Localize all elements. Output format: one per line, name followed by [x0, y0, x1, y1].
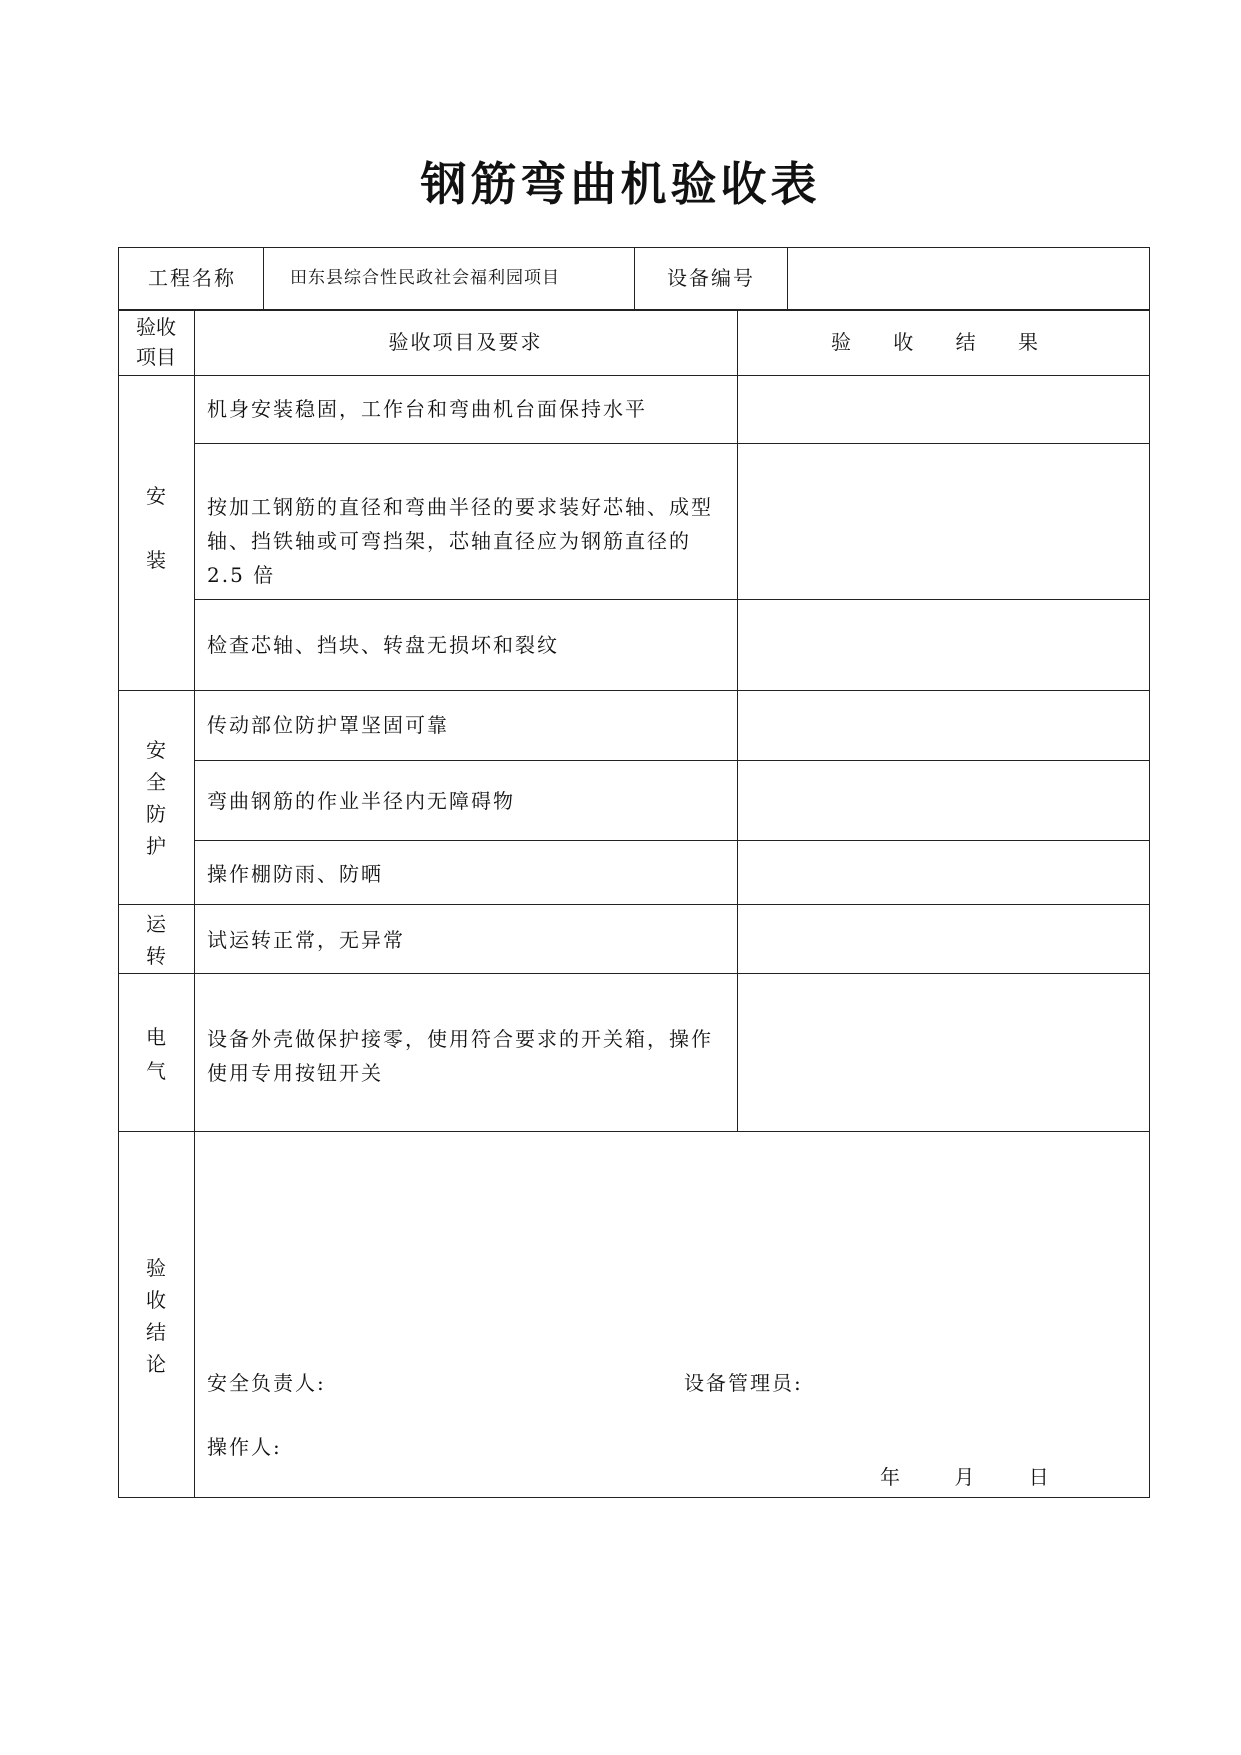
requirement-row: 操作棚防雨、防晒 — [207, 862, 383, 886]
section-conclusion-label: 验 收 结 论 — [146, 1256, 166, 1376]
section-install-label: 安 装 — [146, 484, 166, 572]
document-title: 钢筋弯曲机验收表 — [420, 157, 821, 211]
section-safety-label: 安 全 防 护 — [146, 738, 166, 858]
requirement-row: 弯曲钢筋的作业半径内无障碍物 — [207, 789, 515, 813]
device-number-value[interactable] — [800, 262, 1130, 294]
requirement-row: 检查芯轴、挡块、转盘无损坏和裂纹 — [207, 633, 559, 657]
equipment-manager-label: 设备管理员: — [684, 1371, 803, 1395]
requirement-row: 传动部位防护罩坚固可靠 — [207, 713, 449, 737]
project-name-value: 田东县综合性民政社会福利园项目 — [290, 268, 560, 288]
requirement-row: 试运转正常，无异常 — [207, 928, 405, 952]
device-number-label: 设备编号 — [667, 266, 755, 290]
safety-officer-label: 安全负责人: — [207, 1371, 326, 1395]
requirement-row: 设备外壳做保护接零，使用符合要求的开关箱，操作使用专用按钮开关 — [207, 1027, 713, 1085]
item-header: 验收 项目 — [136, 315, 176, 369]
requirement-header: 验收项目及要求 — [388, 330, 543, 354]
date-label: 年 月 日 — [880, 1465, 1073, 1489]
project-name-label: 工程名称 — [148, 266, 236, 290]
operator-label: 操作人: — [207, 1435, 282, 1459]
requirement-row: 按加工钢筋的直径和弯曲半径的要求装好芯轴、成型轴、挡铁轴或可弯挡架，芯轴直径应为钢筋直径的 2.5 倍 — [207, 495, 713, 587]
section-electric-label: 电 气 — [146, 1025, 166, 1083]
requirement-row: 机身安装稳固，工作台和弯曲机台面保持水平 — [207, 397, 647, 421]
section-operation-label: 运 转 — [146, 912, 166, 968]
result-header: 验 收 结 果 — [830, 330, 1057, 354]
